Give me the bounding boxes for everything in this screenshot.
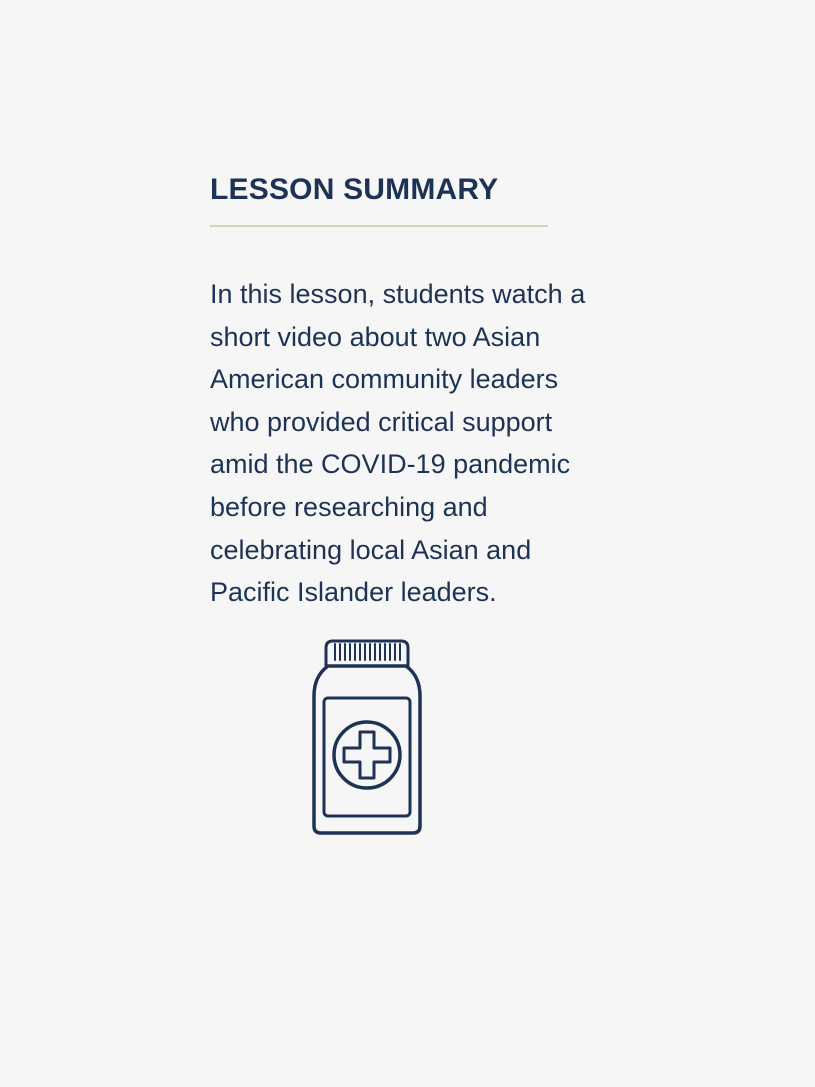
summary-line: who provided critical support [210,406,553,437]
summary-line: amid the COVID-19 pandemic [210,449,571,480]
summary-line: In this lesson, students watch a [210,279,586,309]
summary-line: American community leaders [210,364,559,395]
lesson-summary-heading: LESSON SUMMARY [210,173,499,206]
summary-line: Pacific Islander leaders. [210,577,497,608]
summary-line: before researching and [210,491,488,522]
summary-line: celebrating local Asian and [210,534,532,565]
lesson-summary-text [210,273,640,614]
heading-divider [210,225,548,227]
lesson-summary-section [210,168,650,614]
medicine-bottle-icon [308,636,424,838]
summary-line: short video about two Asian [210,321,541,352]
